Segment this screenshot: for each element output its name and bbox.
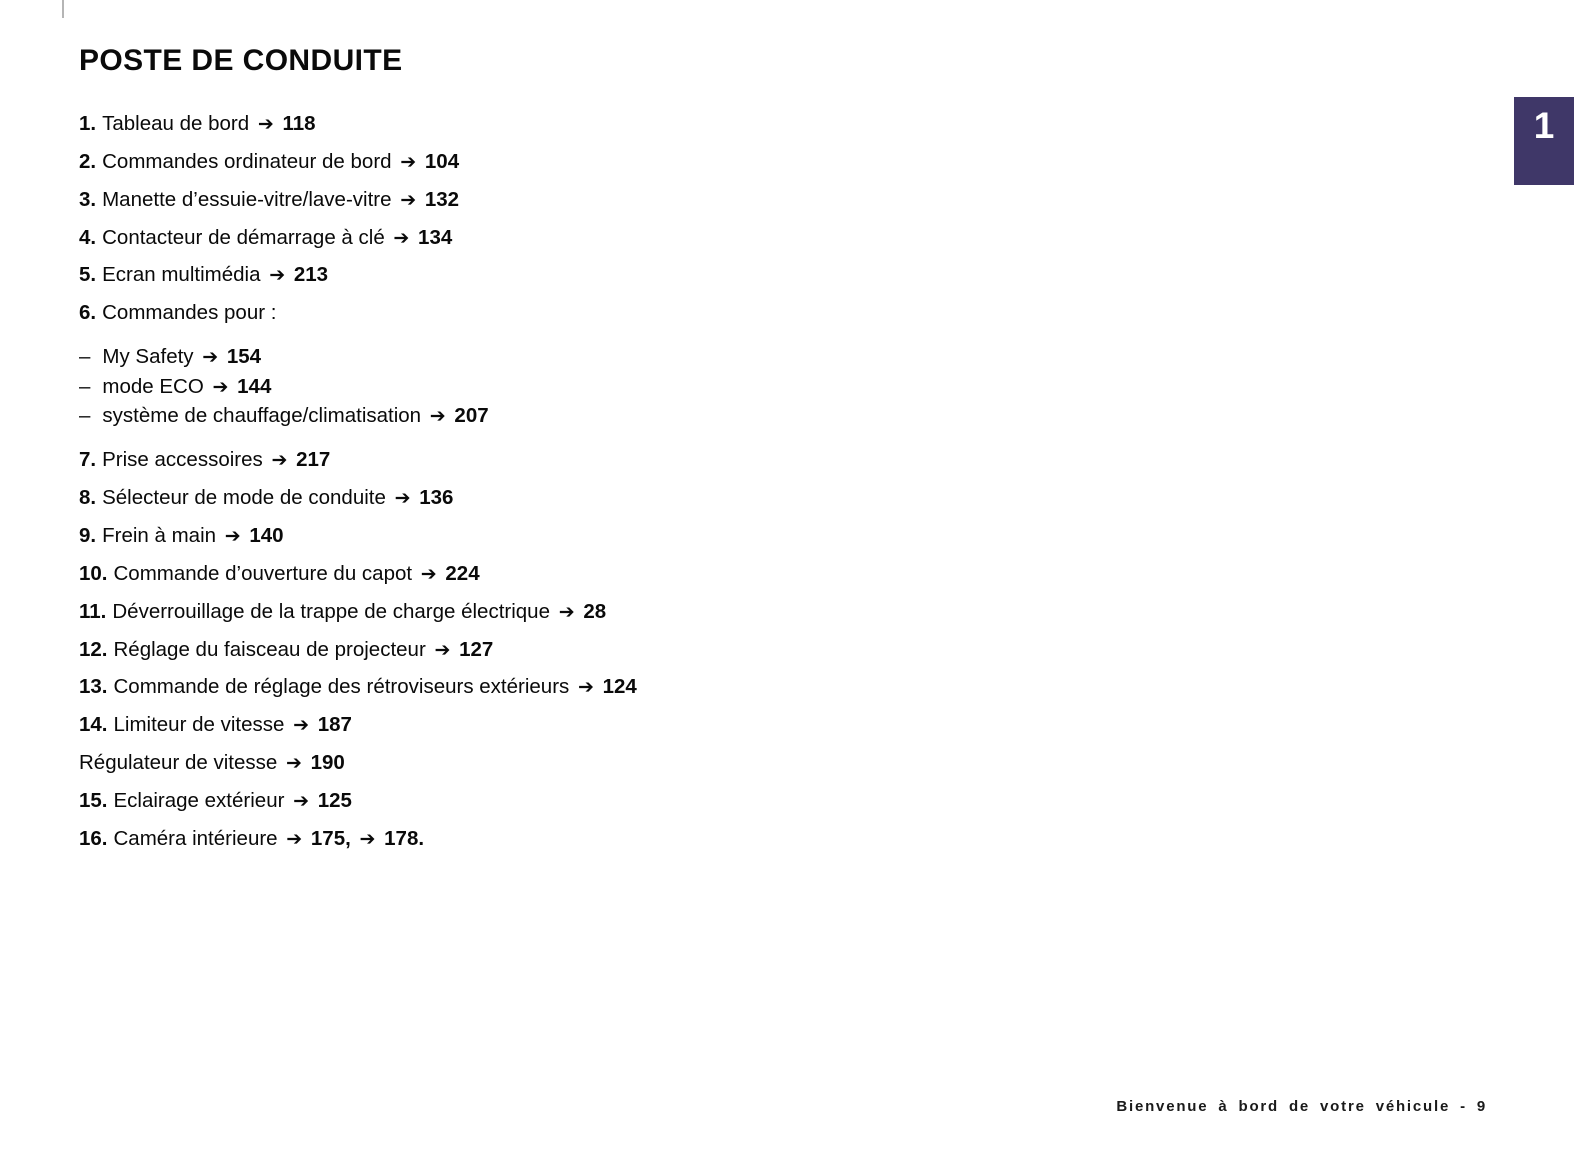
item-text: Contacteur de démarrage à clé (102, 225, 385, 249)
item-text: mode ECO (102, 374, 204, 398)
arrow-right-icon: ➔ (400, 188, 417, 211)
item-text: Régulateur de vitesse (79, 751, 278, 775)
page-ref: 190 (310, 751, 345, 775)
page-ref: 207 (454, 404, 489, 428)
list-item (79, 562, 1339, 586)
arrow-right-icon: ➔ (212, 375, 229, 398)
arrow-right-icon: ➔ (224, 525, 241, 547)
page-ref: 118 (282, 112, 316, 135)
arrow-right-icon: ➔ (394, 487, 411, 510)
item-number: 16. (79, 826, 108, 850)
list-item (79, 524, 1339, 548)
list-item (79, 263, 1339, 287)
list-item (79, 301, 1339, 325)
page-ref: 224 (445, 561, 480, 585)
item-number: 9. (79, 524, 97, 547)
list-item (79, 375, 1339, 399)
arrow-right-icon: ➔ (286, 752, 302, 775)
list-item (79, 600, 1339, 624)
page-ref: 213 (293, 263, 329, 287)
item-number: 10. (79, 561, 108, 585)
list-item (79, 713, 1339, 737)
page-ref: 134 (418, 225, 453, 249)
list-item (79, 226, 1339, 250)
arrow-right-icon: ➔ (429, 405, 446, 428)
arrow-right-icon: ➔ (420, 562, 437, 585)
page-ref: 154 (226, 344, 262, 368)
arrow-right-icon: ➔ (269, 264, 286, 287)
arrow-right-icon: ➔ (293, 714, 310, 737)
list-item (79, 486, 1339, 510)
list-item (79, 675, 1339, 699)
list-item (79, 345, 1339, 369)
arrow-right-icon: ➔ (393, 226, 410, 249)
arrow-right-icon: ➔ (271, 449, 288, 472)
page-ref: 125 (317, 788, 352, 812)
list-item (79, 112, 1339, 136)
item-text: Commandes pour : (102, 301, 277, 325)
item-number: 4. (79, 225, 97, 249)
item-number: 2. (79, 149, 97, 173)
item-list (79, 112, 1339, 851)
item-number: 1. (79, 112, 97, 135)
list-item (79, 448, 1339, 472)
section-tab-label: 1 (1533, 105, 1555, 146)
page-ref: 136 (419, 486, 454, 510)
page-ref: 175, (310, 826, 351, 850)
item-text: Commande de réglage des rétroviseurs extérieurs (113, 675, 570, 699)
item-number: 13. (79, 675, 108, 699)
item-text: Limiteur de vitesse (113, 713, 285, 737)
item-text: My Safety (102, 344, 194, 368)
page-ref: 140 (249, 524, 284, 547)
item-number: 3. (79, 187, 97, 211)
item-text: Sélecteur de mode de conduite (102, 486, 386, 510)
item-text: Réglage du faisceau de projecteur (113, 637, 426, 661)
item-dash: – (79, 404, 91, 428)
arrow-right-icon: ➔ (286, 827, 303, 850)
page-ref: 144 (237, 374, 272, 398)
page-content (79, 44, 1339, 865)
arrow-right-icon: ➔ (293, 789, 310, 812)
page-ref: 124 (602, 675, 637, 699)
arrow-right-icon: ➔ (577, 676, 594, 699)
page-ref: 132 (424, 187, 460, 211)
item-text: Prise accessoires (102, 448, 263, 472)
item-number: 8. (79, 486, 97, 510)
list-item (79, 150, 1339, 174)
item-text: Commande d’ouverture du capot (113, 561, 413, 585)
item-number: 15. (79, 788, 108, 812)
item-number: 14. (79, 713, 108, 737)
arrow-right-icon: ➔ (434, 638, 451, 661)
arrow-right-icon: ➔ (202, 345, 219, 368)
page-ref: 127 (459, 637, 494, 661)
item-text: Eclairage extérieur (113, 788, 285, 812)
list-item (79, 188, 1339, 212)
section-tab (1514, 97, 1574, 185)
item-dash: – (79, 374, 91, 398)
footer-text: Bienvenue à bord de votre véhicule - 9 (1116, 1098, 1487, 1115)
page-ref: 104 (424, 149, 460, 173)
item-text: Déverrouillage de la trappe de charge électrique (112, 599, 550, 623)
list-item (79, 827, 1339, 851)
arrow-right-icon: ➔ (257, 113, 274, 135)
item-text: Caméra intérieure (113, 826, 278, 850)
item-number: 11. (79, 599, 107, 623)
item-text: Commandes ordinateur de bord (102, 149, 392, 173)
item-text: Ecran multimédia (102, 263, 261, 287)
item-dash: – (79, 344, 91, 368)
item-text: système de chauffage/climatisation (102, 404, 422, 428)
list-item (79, 789, 1339, 813)
list-item (79, 404, 1339, 428)
arrow-right-icon: ➔ (400, 150, 417, 173)
arrow-right-icon: ➔ (558, 600, 575, 623)
list-item (79, 638, 1339, 662)
arrow-right-icon: ➔ (359, 827, 376, 850)
page-ref: 187 (317, 713, 352, 737)
item-number: 6. (79, 301, 97, 325)
item-number: 7. (79, 448, 97, 472)
page-ref: 28 (583, 599, 607, 623)
page-edge-mark (62, 0, 64, 18)
item-text: Tableau de bord (102, 112, 250, 135)
list-item (79, 751, 1339, 775)
item-text: Frein à main (102, 524, 217, 547)
item-text: Manette d’essuie-vitre/lave-vitre (102, 187, 392, 211)
item-number: 5. (79, 263, 97, 287)
page-ref: 178. (384, 826, 425, 850)
item-number: 12. (79, 637, 108, 661)
page-title: POSTE DE CONDUITE (79, 44, 403, 77)
page-ref: 217 (296, 448, 331, 472)
